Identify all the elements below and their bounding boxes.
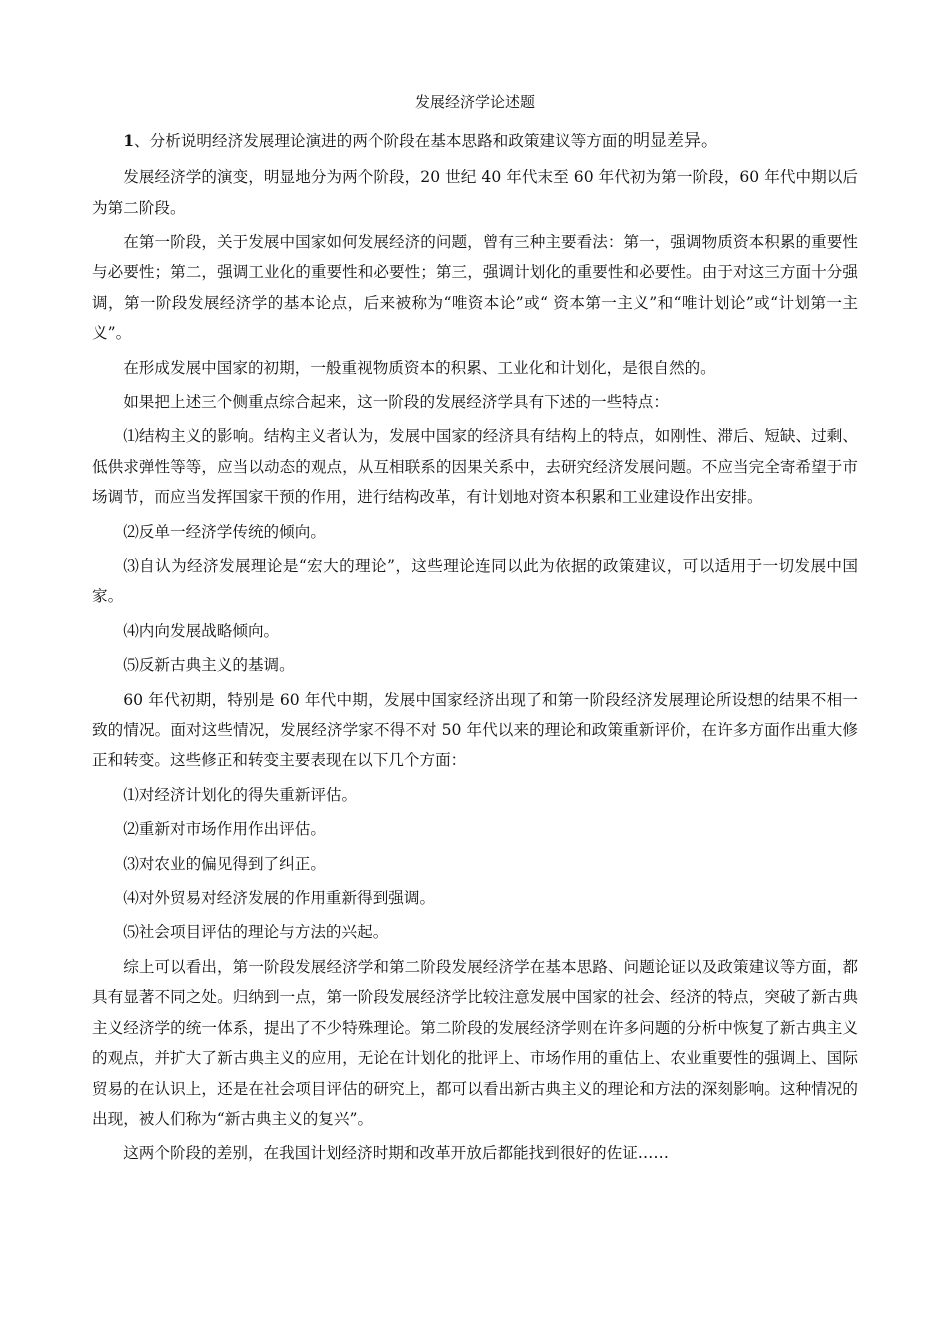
paragraph: 这两个阶段的差别，在我国计划经济时期和改革开放后都能找到很好的佐证…… [123,1144,669,1163]
question-number: 1 [123,131,135,150]
paragraph: ⑸反新古典主义的基调。 [123,656,295,675]
document-body [92,125,858,1173]
paragraph: ⑷内向发展战略倾向。 [123,621,280,640]
paragraph: ⑶自认为经济发展理论是“宏大的理论”，这些理论连同以此为依据的政策建议，可以适用于一切发展中国家。 [92,557,858,606]
question-tail: 明显差异。 [633,131,719,151]
question-text: 、分析说明经济发展理论演进的两个阶段在基本思路和政策建议等方面的 [134,132,634,150]
paragraph: ⑵反单一经济学传统的倾向。 [123,522,326,541]
document-title: 发展经济学论述题 [414,93,535,111]
paragraph: 综上可以看出，第一阶段发展经济学和第二阶段发展经济学在基本思路、问题论证以及政策建议等方面，都具有显著不同之处。归纳到一点，第一阶段发展经济学比较注意发展中国家的社会、经济的特点，突破了新古典主义经济学的统一体系，提出了不少特殊理论。第二阶段的发展经济学则在许多问题的分析中恢复了新古典主义的观点，并扩大了新古典主义的应用，无论在计划化的批评上、市场作用的重估上、农业重要性的强调上、国际贸易的在认识上，还是在社会项目评估的研究上，都可以看出新古典主义的理论和方法的深刻影响。这种情况的出现，被人们称为“新古典主义的复兴”。 [92,957,858,1128]
question-heading [92,125,858,158]
paragraph: ⑵重新对市场作用作出评估。 [123,820,326,839]
paragraph: 60 年代初期，特别是 60 年代中期，发展中国家经济出现了和第一阶段经济发展理论所设想的结果不相一致的情况。面对这些情况，发展经济学家不得不对 50 年代以来的理论和政策重新评价，在许多方面作出重大修正和转变。这些修正和转变主要表现在以下几个方面： [92,690,858,770]
paragraph: 在第一阶段，关于发展中国家如何发展经济的问题，曾有三种主要看法：第一，强调物质资本积累的重要性与必要性；第二，强调工业化的重要性和必要性；第三，强调计划化的重要性和必要性。由于对这三方面十分强调，第一阶段发展经济学的基本论点，后来被称为“唯资本论”或“ 资本第一主义”和“唯计划论”或“计划第一主义”。 [92,232,858,343]
paragraph: ⑸社会项目评估的理论与方法的兴起。 [123,923,389,942]
paragraph: 如果把上述三个侧重点综合起来，这一阶段的发展经济学具有下述的一些特点： [123,392,669,411]
paragraph: 发展经济学的演变，明显地分为两个阶段，20 世纪 40 年代末至 60 年代初为第一阶段，60 年代中期以后为第二阶段。 [92,168,858,217]
paragraph: 在形成发展中国家的初期，一般重视物质资本的积累、工业化和计划化，是很自然的。 [123,358,716,377]
paragraph: ⑴结构主义的影响。结构主义者认为，发展中国家的经济具有结构上的特点，如刚性、滞后、短缺、过剩、低供求弹性等等，应当以动态的观点，从互相联系的因果关系中，去研究经济发展问题。不应当完全寄希望于市场调节，而应当发挥国家干预的作用，进行结构改革，有计划地对资本积累和工业建设作出安排。 [92,427,858,507]
paragraph: ⑶对农业的偏见得到了纠正。 [123,854,326,873]
paragraph: ⑴对经济计划化的得失重新评估。 [123,785,358,804]
paragraph: ⑷对外贸易对经济发展的作用重新得到强调。 [123,889,436,908]
